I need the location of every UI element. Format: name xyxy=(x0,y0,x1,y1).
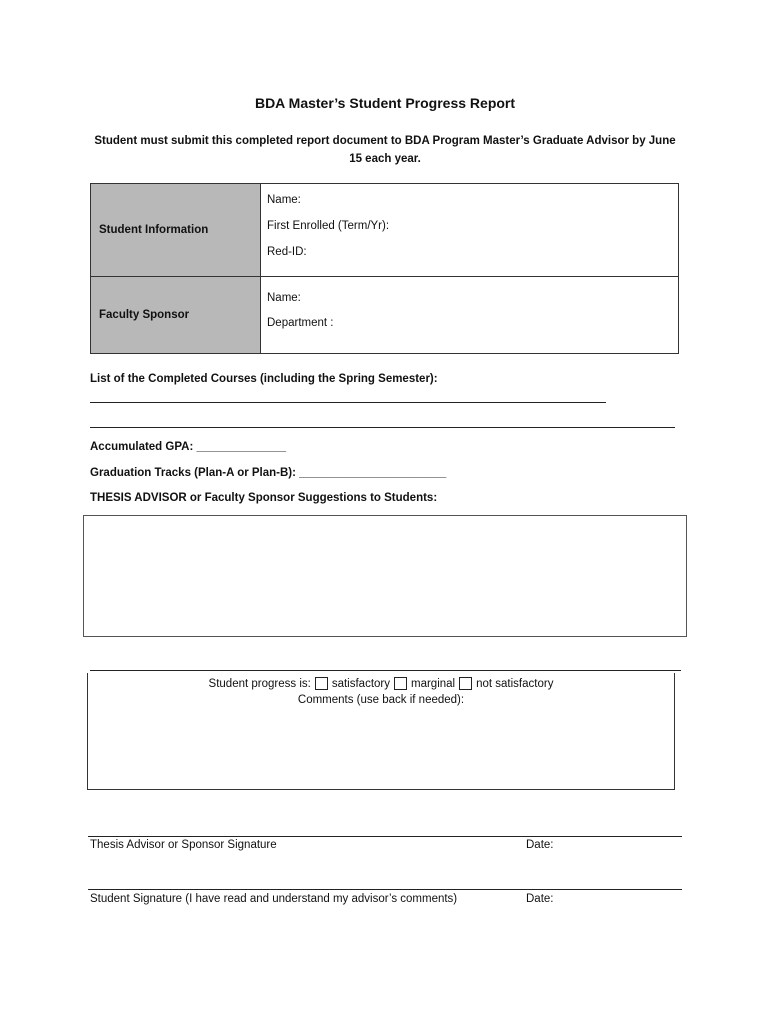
student-progress-line xyxy=(88,677,674,690)
student-information-row xyxy=(91,184,678,277)
accumulated-gpa-label[interactable]: Accumulated GPA: ______________ xyxy=(90,441,287,453)
courses-entry-line-2[interactable] xyxy=(90,427,675,428)
satisfactory-label: satisfactory xyxy=(331,678,390,690)
satisfactory-checkbox[interactable] xyxy=(315,677,328,690)
progress-box xyxy=(87,673,675,790)
faculty-sponsor-row xyxy=(91,277,678,353)
advisor-signature-line[interactable] xyxy=(88,836,682,837)
faculty-sponsor-label-text: Faculty Sponsor xyxy=(99,309,190,321)
comments-label: Comments (use back if needed): xyxy=(297,694,465,706)
red-id-field[interactable]: Red-ID: xyxy=(267,246,307,258)
sponsor-name-field[interactable]: Name: xyxy=(267,292,301,304)
student-name-field[interactable]: Name: xyxy=(267,194,301,206)
faculty-sponsor-fields xyxy=(267,277,678,353)
sponsor-department-field[interactable]: Department : xyxy=(267,317,334,329)
courses-entry-line-1[interactable] xyxy=(90,402,606,403)
student-information-fields xyxy=(267,184,678,276)
advisor-signature-label: Thesis Advisor or Sponsor Signature xyxy=(90,839,277,851)
faculty-sponsor-label xyxy=(91,277,261,353)
document-title: BDA Master’s Student Progress Report xyxy=(254,95,516,111)
marginal-checkbox[interactable] xyxy=(394,677,407,690)
not-satisfactory-checkbox[interactable] xyxy=(459,677,472,690)
advisor-date-label[interactable]: Date: xyxy=(526,839,554,851)
first-enrolled-field[interactable]: First Enrolled (Term/Yr): xyxy=(267,220,390,232)
suggestions-label: THESIS ADVISOR or Faculty Sponsor Suggestions to Students: xyxy=(90,492,438,504)
submission-instructions: Student must submit this completed report document to BDA Program Master’s Graduate Advisor by June 15 each year. xyxy=(94,135,676,165)
graduation-tracks-label[interactable]: Graduation Tracks (Plan-A or Plan-B): _______________________ xyxy=(90,467,447,479)
completed-courses-label: List of the Completed Courses (including the Spring Semester): xyxy=(90,373,438,385)
suggestions-box[interactable] xyxy=(83,515,687,637)
marginal-label: marginal xyxy=(411,678,456,690)
progress-divider xyxy=(90,670,681,671)
info-table xyxy=(90,183,679,354)
student-information-label xyxy=(91,184,261,276)
student-information-label-text: Student Information xyxy=(99,224,209,236)
student-signature-line[interactable] xyxy=(88,889,682,890)
student-date-label[interactable]: Date: xyxy=(526,893,554,905)
student-signature-label: Student Signature (I have read and understand my advisor’s comments) xyxy=(90,893,458,905)
student-progress-prefix: Student progress is: xyxy=(208,678,311,690)
not-satisfactory-label: not satisfactory xyxy=(476,678,554,690)
